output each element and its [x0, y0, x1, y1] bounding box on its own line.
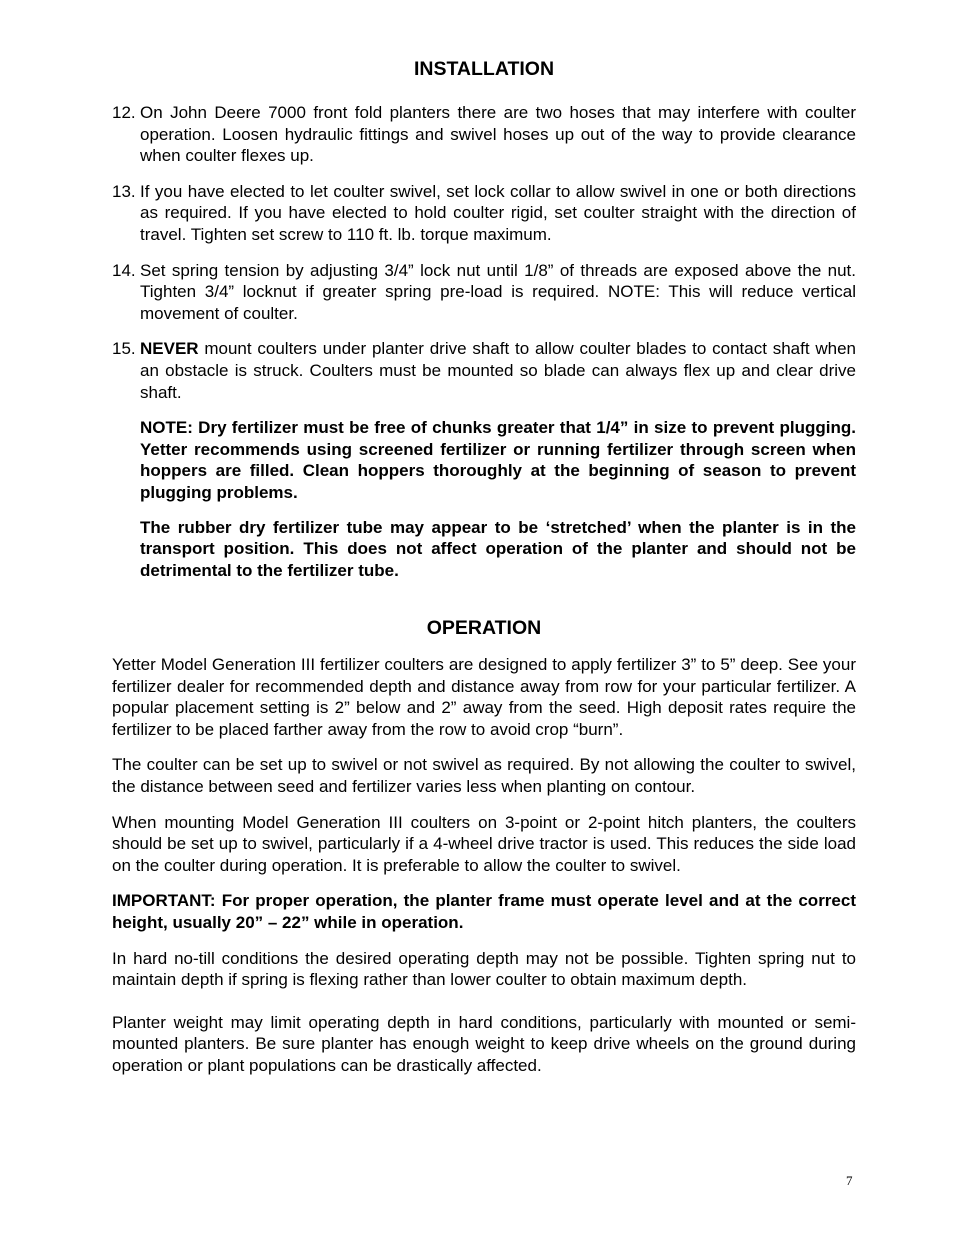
page-number: 7	[846, 1173, 853, 1188]
list-item-14	[112, 260, 856, 325]
item-text: mount coulters under planter drive shaft to allow coulter blades to contact shaft when an obstacle is struck. Coulters must be mounted so blade can always flex up and clear drive shaft.	[140, 339, 856, 402]
item-text: On John Deere 7000 front fold planters there are two hoses that may interfere with coulter operation. Loosen hydraulic fittings and swivel hoses up out of the way to provide clearance when coulter flexes up.	[140, 103, 856, 166]
operation-paragraph-5: Planter weight may limit operating depth in hard conditions, particularly with mounted or semi-mounted planters. Be sure planter has enough weight to keep drive wheels on the ground during operation or plant populations can be drastically affected.	[112, 1012, 856, 1075]
operation-section	[112, 654, 856, 1091]
installation-heading: INSTALLATION	[413, 58, 555, 80]
item-number: 12.	[112, 103, 136, 122]
list-item-13	[112, 181, 856, 246]
operation-heading: OPERATION	[426, 617, 542, 639]
item-text: If you have elected to let coulter swivel, set lock collar to allow swivel in one or both directions as required. If you have elected to hold coulter rigid, set coulter straight with the direction of travel. Tighten set screw to 110 ft. lb. torque maximum.	[140, 181, 856, 244]
list-item-15	[112, 338, 856, 403]
fertilizer-note: NOTE: Dry fertilizer must be free of chunks greater that 1/4” in size to prevent plugging. Yetter recommends using screened fertilizer or running fertilizer through screen when hoppers are filled. Clean hoppers thoroughly at the beginning of season to prevent plugging problems.	[140, 418, 856, 502]
tube-note: The rubber dry fertilizer tube may appear to be ‘stretched’ when the planter is in the transport position. This does not affect operation of the planter and should not be detrimental to the fertilizer tube.	[140, 517, 856, 580]
installation-section	[112, 102, 856, 594]
operation-paragraph-4: In hard no-till conditions the desired operating depth may not be possible. Tighten spring nut to maintain depth if spring is flexing rather than lower coulter to obtain maximum depth.	[112, 948, 856, 990]
never-emphasis: NEVER	[140, 339, 199, 359]
item-number: 15.	[112, 339, 136, 359]
item-number: 14.	[112, 260, 136, 280]
operation-paragraph-3: When mounting Model Generation III coulters on 3-point or 2-point hitch planters, the coulters should be set up to swivel, particularly if a 4-wheel drive tractor is used. This reduces the side load on the coulter during operation. It is preferable to allow the coulter to swivel.	[112, 812, 856, 875]
item-number: 13.	[112, 181, 136, 201]
operation-paragraph-2: The coulter can be set up to swivel or not swivel as required. By not allowing the coulter to swivel, the distance between seed and fertilizer varies less when planting on contour.	[112, 755, 856, 796]
item-text: Set spring tension by adjusting 3/4” lock nut until 1/8” of threads are exposed above the nut. Tighten 3/4” locknut if greater spring pre-load is required. NOTE: This will reduce vertical movement of coulter.	[140, 260, 856, 323]
operation-paragraph-1: Yetter Model Generation III fertilizer coulters are designed to apply fertilizer 3” to 5” deep. See your fertilizer dealer for recommended depth and distance away from row for your particular fertilizer. A popular placement setting is 2” below and 2” away from the seed. High deposit rates require the fertilizer to be placed farther away from the row to avoid crop “burn”.	[112, 655, 856, 739]
important-note: IMPORTANT: For proper operation, the planter frame must operate level and at the correct height, usually 20” – 22” while in operation.	[112, 891, 856, 932]
list-item-12	[112, 102, 856, 167]
